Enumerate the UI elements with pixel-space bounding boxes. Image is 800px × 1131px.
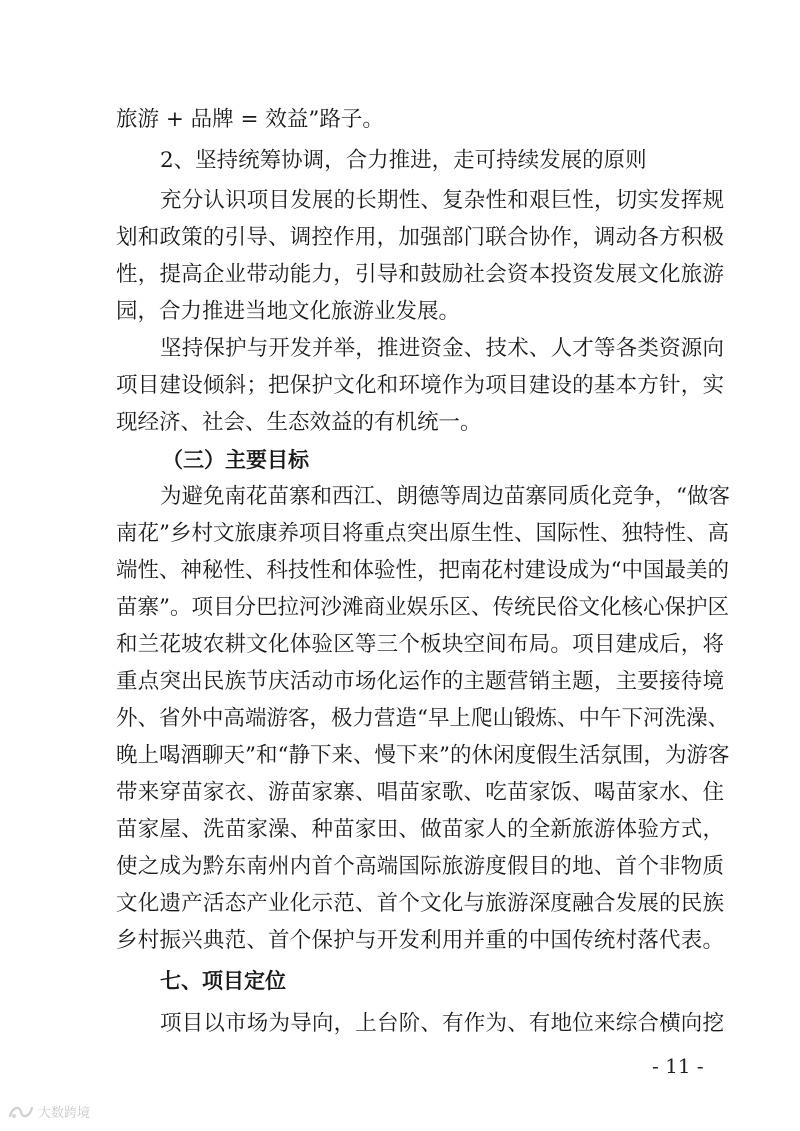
paragraph-line: 为避免南花苗寨和西江、朗德等周边苗寨同质化竞争，“做客	[160, 484, 730, 509]
paragraph-line: 乡村振兴典范、首个保护与开发利用并重的中国传统村落代表。	[116, 928, 724, 953]
paragraph-line: 现经济、社会、生态效益的有机统一。	[116, 410, 482, 435]
section-heading-7: 七、项目定位	[160, 969, 286, 993]
paragraph-line: 重点突出民族节庆活动市场化运作的主题营销主题，主要接待境	[116, 669, 724, 694]
paragraph-line: 带来穿苗家衣、游苗家寨、唱苗家歌、吃苗家饭、喝苗家水、住	[116, 780, 724, 805]
paragraph-line: 和兰花坡农耕文化体验区等三个板块空间布局。项目建成后，将	[116, 632, 724, 657]
brand-logo-icon	[8, 1104, 34, 1120]
paragraph-line: 充分认识项目发展的长期性、复杂性和艰巨性，切实发挥规	[160, 188, 724, 213]
section-heading: 2、坚持统筹协调，合力推进，走可持续发展的原则	[160, 148, 647, 173]
paragraph-line: 苗家屋、洗苗家澡、种苗家田、做苗家人的全新旅游体验方式，	[116, 817, 724, 842]
paragraph-line: 旅游 + 品牌 = 效益”路子。	[116, 107, 384, 132]
paragraph-line: 南花”乡村文旅康养项目将重点突出原生性、国际性、独特性、高	[116, 521, 729, 546]
page-number: - 11 -	[652, 1054, 704, 1078]
paragraph-line: 性，提高企业带动能力，引导和鼓励社会资本投资发展文化旅游	[116, 262, 724, 287]
paragraph-line: 晚上喝酒聊天”和“静下来、慢下来”的休闲度假生活氛围，为游客	[116, 743, 730, 768]
paragraph-line: 端性、神秘性、科技性和体验性，把南花村建设成为“中国最美的	[116, 558, 729, 583]
paragraph-line: 园，合力推进当地文化旅游业发展。	[116, 299, 461, 324]
subsection-heading: （三）主要目标	[162, 448, 309, 472]
paragraph-line: 项目以市场为导向，上台阶、有作为、有地位来综合横向挖	[160, 1011, 724, 1036]
watermark	[8, 1102, 90, 1121]
paragraph-line: 使之成为黔东南州内首个高端国际旅游度假目的地、首个非物质	[116, 854, 724, 879]
paragraph-line: 划和政策的引导、调控作用，加强部门联合协作，调动各方积极	[116, 225, 724, 250]
paragraph-line: 项目建设倾斜；把保护文化和环境作为项目建设的基本方针，实	[116, 373, 724, 398]
paragraph-line: 坚持保护与开发并举，推进资金、技术、人才等各类资源向	[160, 336, 724, 361]
paragraph-line: 外、省外中高端游客，极力营造“早上爬山锻炼、中午下河洗澡、	[116, 706, 729, 731]
paragraph-line: 苗寨”。项目分巴拉河沙滩商业娱乐区、传统民俗文化核心保护区	[116, 595, 729, 620]
paragraph-line: 文化遗产活态产业化示范、首个文化与旅游深度融合发展的民族	[116, 891, 724, 916]
watermark-text: 大数跨境	[38, 1106, 91, 1121]
